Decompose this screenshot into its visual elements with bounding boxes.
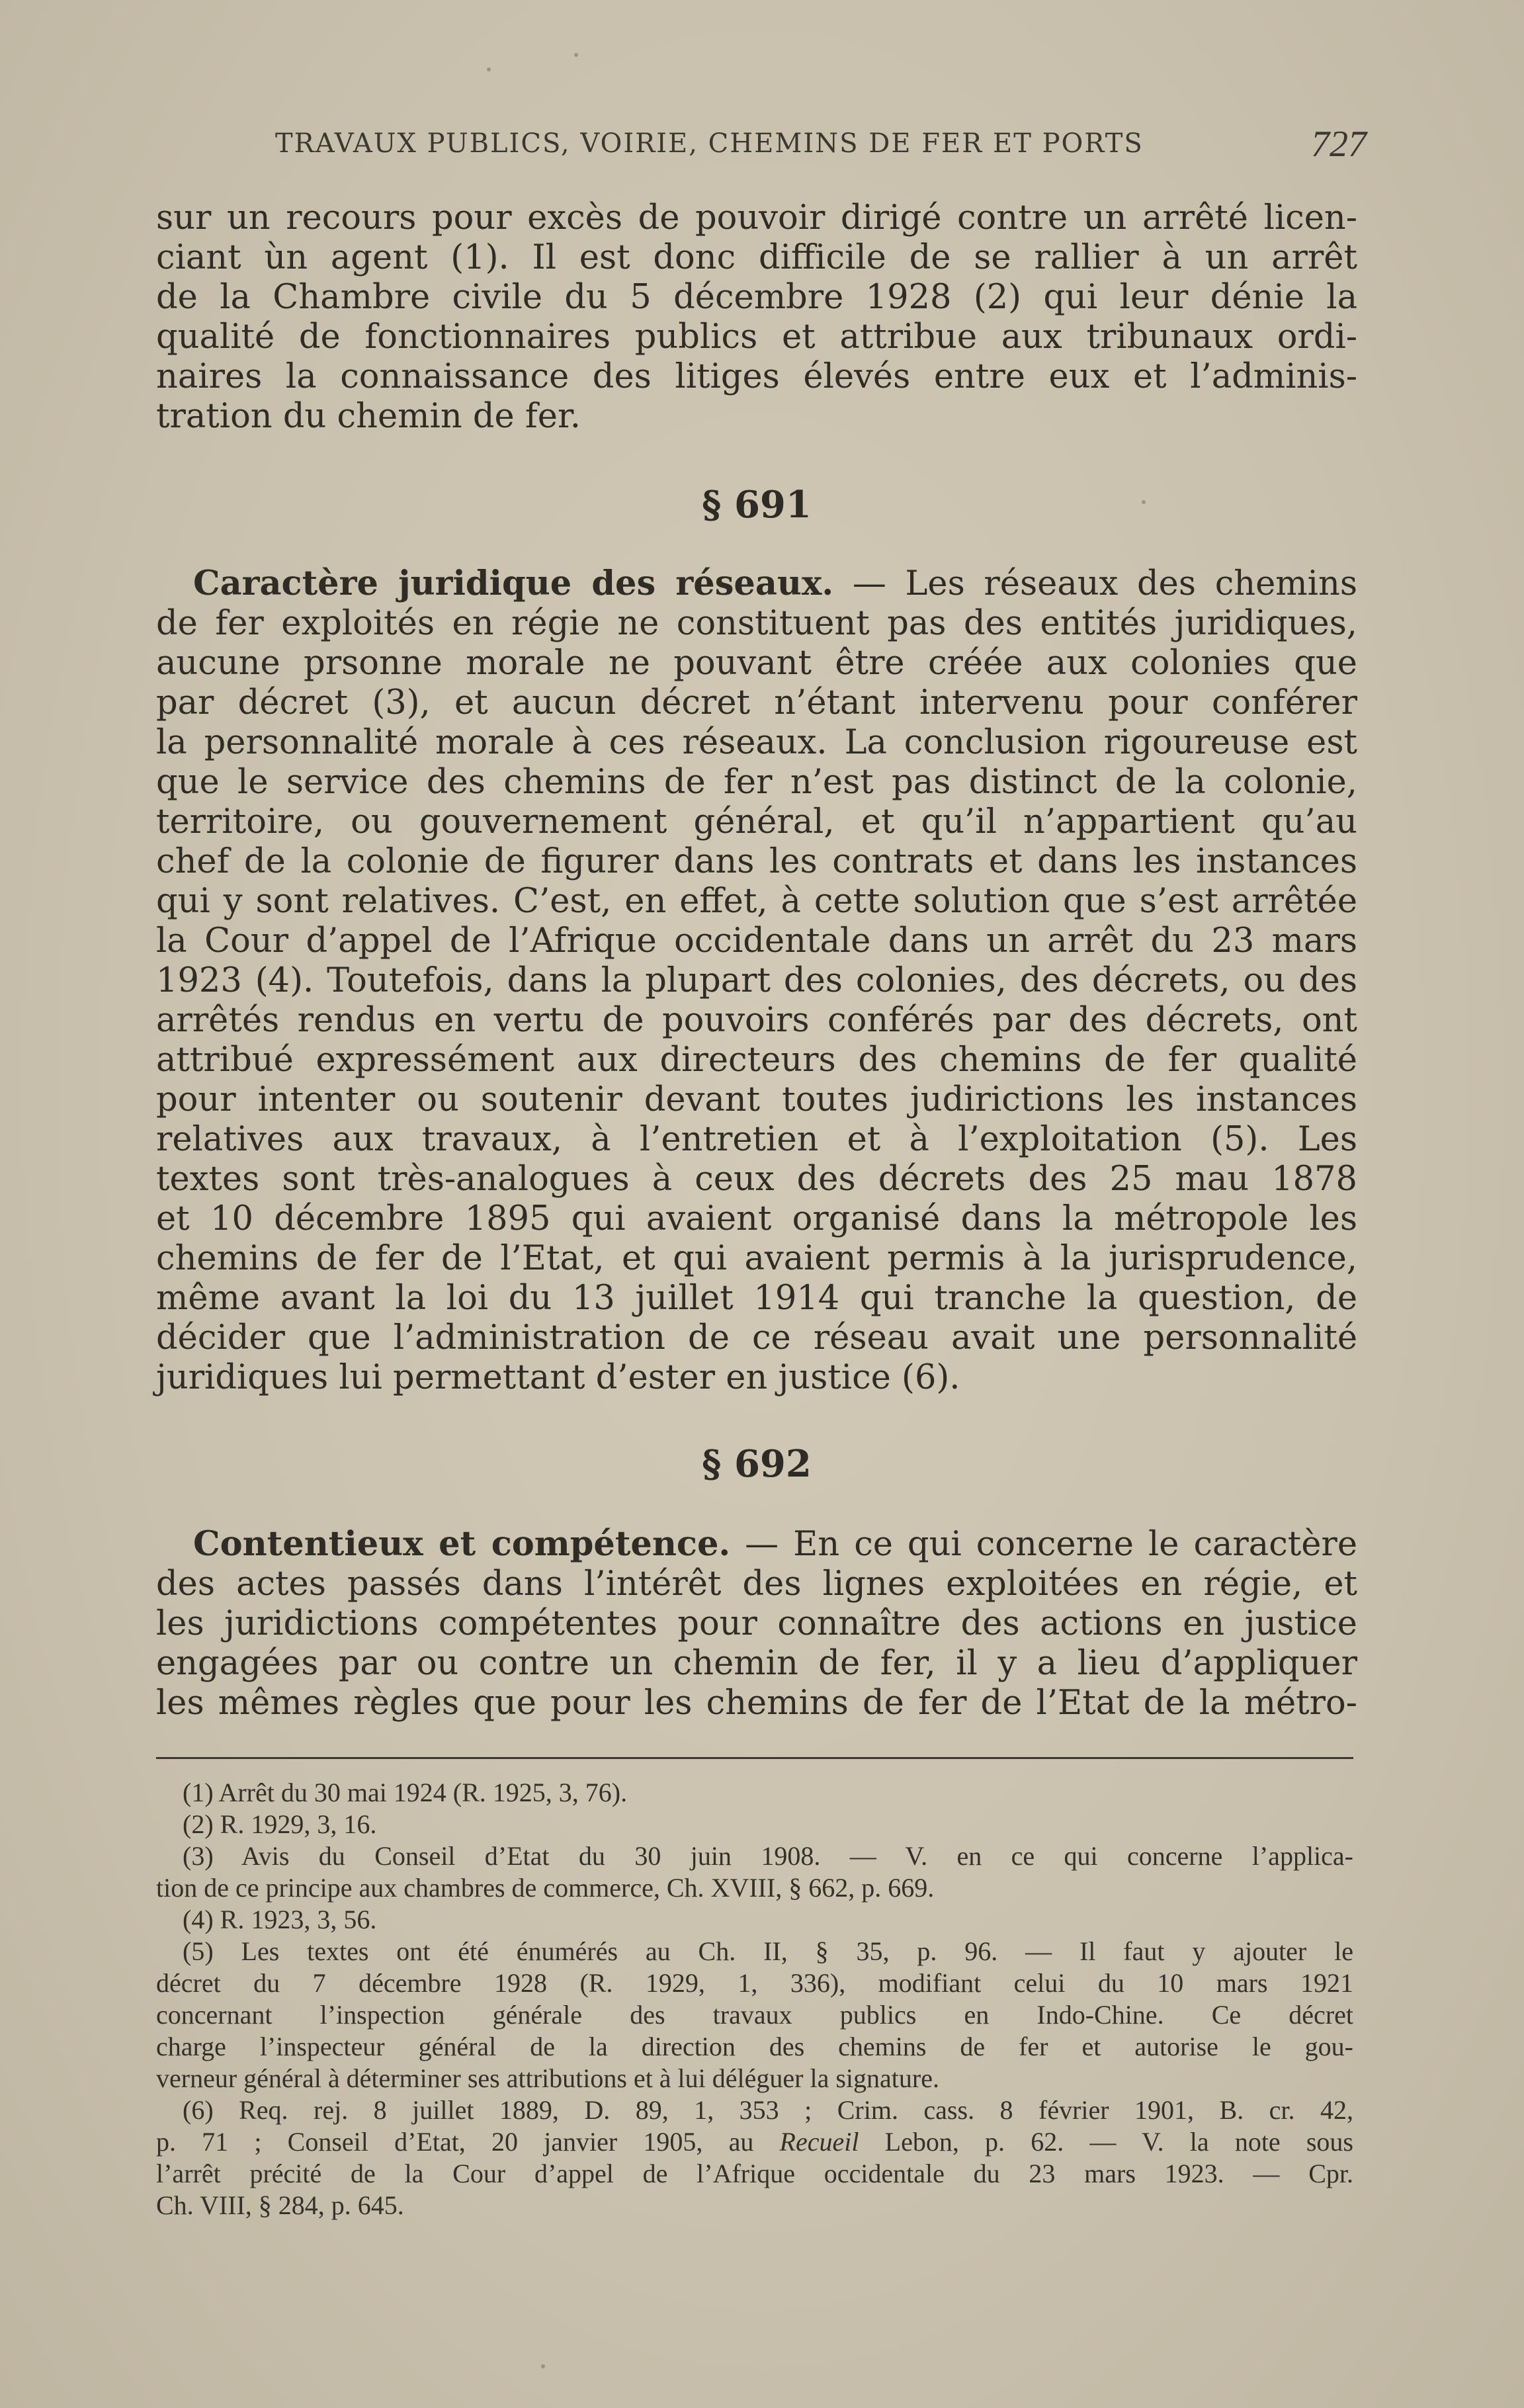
running-title: TRAVAUX PUBLICS, VOIRIE, CHEMINS DE FER ET PORTS (275, 128, 1144, 159)
text-line: relatives aux travaux, à l’entretien et à l’exploitation (5). Les (156, 1120, 1357, 1159)
text-line: juridiques lui permettant d’ester en justice (6). (156, 1358, 960, 1397)
text-line: sur un recours pour excès de pouvoir dirigé contre un arrêté licen- (156, 198, 1357, 237)
page-number: 727 (1311, 124, 1367, 165)
text-line: même avant la loi du 13 juillet 1914 qui tranche la question, de (156, 1279, 1357, 1318)
text-line: de fer exploités en régie ne constituent pas des entités juridiques, (156, 604, 1357, 643)
footnote-6-text: p. 71 ; Conseil d’Etat, 20 janvier 1905, au (156, 2127, 780, 2157)
text-line (156, 564, 1357, 604)
footnote-6-recueil: Recueil (779, 2127, 859, 2157)
text-line: naires la connaissance des litiges élevés entre eux et l’adminis- (156, 357, 1357, 396)
text-line (156, 1524, 1357, 1565)
text-line: qui y sont relatives. C’est, en effet, à cette solution que s’est arrêtée (156, 882, 1357, 921)
text-line: par décret (3), et aucun décret n’étant intervenu pour conférer (156, 683, 1357, 722)
section-691-paragraph (156, 564, 1357, 1398)
footnote-6-line (156, 2126, 1353, 2158)
running-head (156, 123, 1367, 169)
section-mark-691: § 691 (702, 483, 812, 527)
section-heading: Caractère juridique des réseaux. (193, 564, 834, 603)
text-line: arrêtés rendus en vertu de pouvoirs conférés par des décrets, ont (156, 1001, 1357, 1040)
footnote-3-line: tion de ce principe aux chambres de commerce, Ch. XVIII, § 662, p. 669. (156, 1873, 935, 1903)
text-line: les juridictions compétentes pour connaître des actions en justice (156, 1604, 1357, 1643)
text-line: décider que l’administration de ce réseau avait une personnalité (156, 1318, 1357, 1357)
footnote-4: (4) R. 1923, 3, 56. (183, 1905, 377, 1934)
text-line: qualité de fonctionnaires publics et attribue aux tribunaux ordi- (156, 318, 1357, 357)
text-line: et 10 décembre 1895 qui avaient organisé dans la métropole les (156, 1199, 1357, 1238)
text-line: attribué expressément aux directeurs des chemins de fer qualité (156, 1041, 1357, 1080)
text-line-content: Les réseaux des chemins (905, 564, 1357, 603)
text-line: pour intenter ou soutenir devant toutes judirictions les instances (156, 1080, 1357, 1119)
text-line: la Cour d’appel de l’Afrique occidentale dans un arrêt du 23 mars (156, 922, 1357, 961)
text-line: chemins de fer de l’Etat, et qui avaient permis à la jurisprudence, (156, 1239, 1357, 1278)
footnote-5-line: concernant l’inspection générale des travaux publics en Indo-Chine. Ce décret (156, 2000, 1353, 2030)
text-line: ciant ùn agent (1). Il est donc difficile de se rallier à un arrêt (156, 238, 1357, 277)
footnote-5-line: (5) Les textes ont été énumérés au Ch. II, § 35, p. 96. — Il faut y ajouter le (183, 1936, 1353, 1966)
em-dash: — (833, 564, 906, 603)
opening-paragraph (156, 198, 1357, 437)
text-line: tration du chemin de fer. (156, 397, 581, 436)
footnote-5-line: verneur général à déterminer ses attributions et à lui déléguer la signature. (156, 2063, 939, 2093)
section-mark-692: § 692 (702, 1442, 812, 1486)
paper-speck (1142, 500, 1146, 504)
footnote-6-text: Lebon, p. 62. — V. la note sous (859, 2127, 1354, 2157)
footnote-5-line: décret du 7 décembre 1928 (R. 1929, 1, 336), modifiant celui du 10 mars 1921 (156, 1968, 1353, 1998)
text-line: la personnalité morale à ces réseaux. La conclusion rigoureuse est (156, 723, 1357, 762)
paper-speck (574, 53, 578, 57)
footnote-6-line: Ch. VIII, § 284, p. 645. (156, 2190, 404, 2220)
text-line: territoire, ou gouvernement général, et qu’il n’appartient qu’au (156, 802, 1357, 841)
text-line: chef de la colonie de figurer dans les contrats et dans les instances (156, 842, 1357, 881)
text-line: de la Chambre civile du 5 décembre 1928 (2) qui leur dénie la (156, 278, 1357, 317)
text-line: aucune prsonne morale ne pouvant être créée aux colonies que (156, 644, 1357, 683)
footnote-2: (2) R. 1929, 3, 16. (183, 1809, 377, 1839)
footnote-rule (156, 1757, 1353, 1759)
text-line: les mêmes règles que pour les chemins de fer de l’Etat de la métro- (156, 1684, 1357, 1723)
paper-speck (487, 67, 491, 71)
text-line: engagées par ou contre un chemin de fer, il y a lieu d’appliquer (156, 1644, 1357, 1683)
text-line: 1923 (4). Toutefois, dans la plupart des colonies, des décrets, ou des (156, 961, 1357, 1000)
footnotes (156, 1777, 1353, 2221)
paper-speck (541, 2364, 545, 2368)
text-line: des actes passés dans l’intérêt des lignes exploitées en régie, et (156, 1565, 1357, 1604)
section-692-paragraph (156, 1524, 1357, 1723)
footnote-1: (1) Arrêt du 30 mai 1924 (R. 1925, 3, 76). (183, 1778, 628, 1807)
footnote-3-line: (3) Avis du Conseil d’Etat du 30 juin 1908. — V. en ce qui concerne l’applica- (183, 1841, 1353, 1871)
footnote-6-line: (6) Req. rej. 8 juillet 1889, D. 89, 1, 353 ; Crim. cass. 8 février 1901, B. cr. 42, (183, 2095, 1353, 2125)
section-heading: Contentieux et compétence. (193, 1524, 731, 1564)
text-line-content: En ce qui concerne le caractère (793, 1525, 1357, 1564)
em-dash: — (730, 1525, 794, 1564)
text-line: que le service des chemins de fer n’est pas distinct de la colonie, (156, 763, 1357, 802)
footnote-6-line: l’arrêt précité de la Cour d’appel de l’Afrique occidentale du 23 mars 1923. — Cpr. (156, 2159, 1353, 2188)
footnote-5-line: charge l’inspecteur général de la direction des chemins de fer et autorise le gou- (156, 2032, 1353, 2061)
text-line: textes sont très-analogues à ceux des décrets des 25 mau 1878 (156, 1160, 1357, 1199)
